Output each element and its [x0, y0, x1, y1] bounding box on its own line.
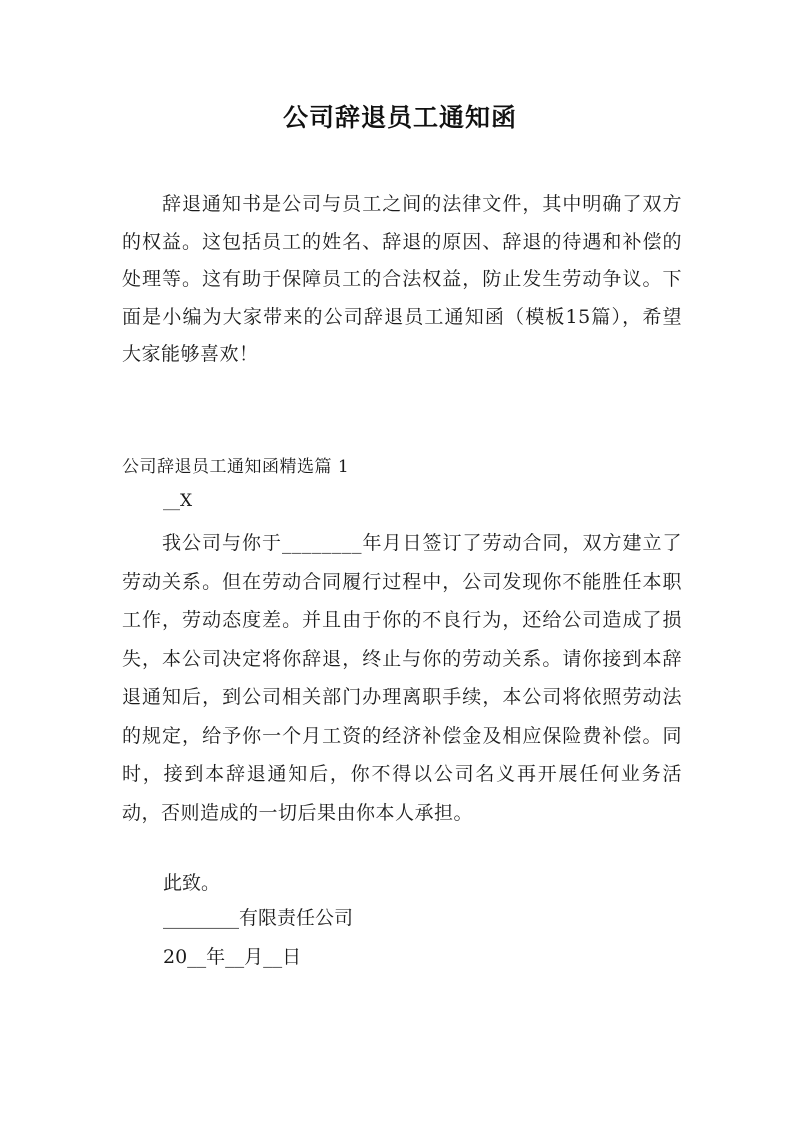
- date-line: 20__年__月__日: [163, 946, 302, 968]
- document-title: 公司辞退员工通知函: [282, 103, 517, 132]
- recipient-line: __X: [163, 491, 193, 511]
- company-signature-line: ________有限责任公司: [163, 907, 354, 929]
- intro-paragraph: 辞退通知书是公司与员工之间的法律文件，其中明确了双方的权益。这包括员工的姓名、辞退的原因、辞退的待遇和补偿的处理等。这有助于保障员工的合法权益，防止发生劳动争议。下面是小编为大家带来的公司辞退员工通知函（模板15篇），希望大家能够喜欢！: [122, 193, 682, 365]
- closing-line: 此致。: [163, 872, 221, 894]
- section-heading: 公司辞退员工通知函精选篇 1: [122, 457, 350, 477]
- letter-body-paragraph: 我公司与你于________年月日签订了劳动合同，双方建立了劳动关系。但在劳动合同履行过程中，公司发现你不能胜任本职工作，劳动态度差。并且由于你的不良行为，还给公司造成了损失，本公司决定将你辞退，终止与你的劳动关系。请你接到本辞退通知后，到公司相关部门办理离职手续，本公司将依照劳动法的规定，给予你一个月工资的经济补偿金及相应保险费补偿。同时，接到本辞退通知后，你不得以公司名义再开展任何业务活动，否则造成的一切后果由你本人承担。: [122, 532, 682, 824]
